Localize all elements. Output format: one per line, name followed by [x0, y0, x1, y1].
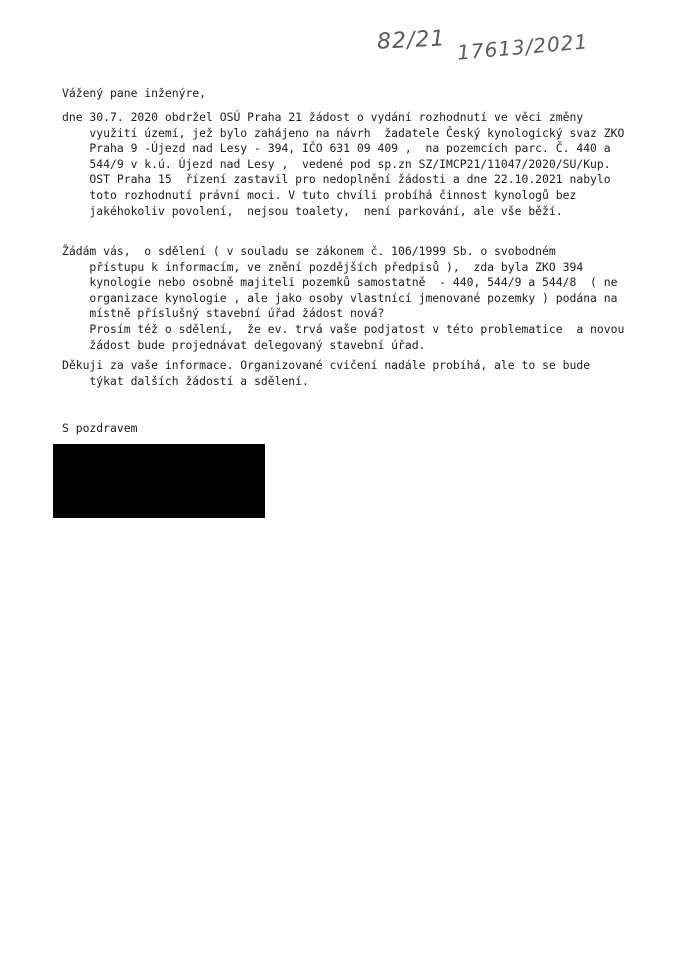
handwritten-registry-number: 17613/2021 [456, 29, 590, 65]
paragraph-thanks: Děkuji za vaše informace. Organizované cvičení nadále probíhá, ale to se bude týkat dalších žádostí a sdělení. [62, 358, 591, 388]
closing-greeting: S pozdravem [62, 421, 138, 435]
salutation: Vážený pane inženýre, [62, 86, 207, 100]
redacted-signature-block [53, 444, 265, 518]
paragraph-background: dne 30.7. 2020 obdržel OSÚ Praha 21 žádost o vydání rozhodnutí ve věci změny využití území, jež bylo zahájeno na návrh žadatele Český kynologický svaz ZKO Praha 9 -Újezd nad Lesy - 394, IČO 631 09 409 , na pozemcích parc. Č. 440 a 544/9 v k.ú. Újezd nad Lesy , vedené pod sp.zn SZ/IMCP21/11047/2020/SU/Kup. OST Praha 15 řízení zastavil pro nedoplnění žádosti a dne 22.10.2021 nabylo toto rozhodnutí právní moci. V tuto chvíli probíhá činnost kynologů bez jakéhokoliv povolení, nejsou toalety, není parkování, ale vše běží. [62, 110, 625, 218]
handwritten-reference-number: 82/21 [376, 26, 447, 55]
paragraph-request: Žádám vás, o sdělení ( v souladu se zákonem č. 106/1999 Sb. o svobodném přístupu k informacím, ve znění pozdějších předpisů ), zda byla ZKO 394 kynologie nebo osobně majiteli pozemků samostatně - 440, 544/9 a 544/8 ( ne organizace kynologie , ale jako osoby vlastnící jmenované pozemky ) podána na místně příslušný stavební úřad žádost nová? Prosím též o sdělení, že ev. trvá vaše podjatost v této problematice a novou žádost bude projednávat delegovaný stavební úřad. [62, 244, 625, 352]
